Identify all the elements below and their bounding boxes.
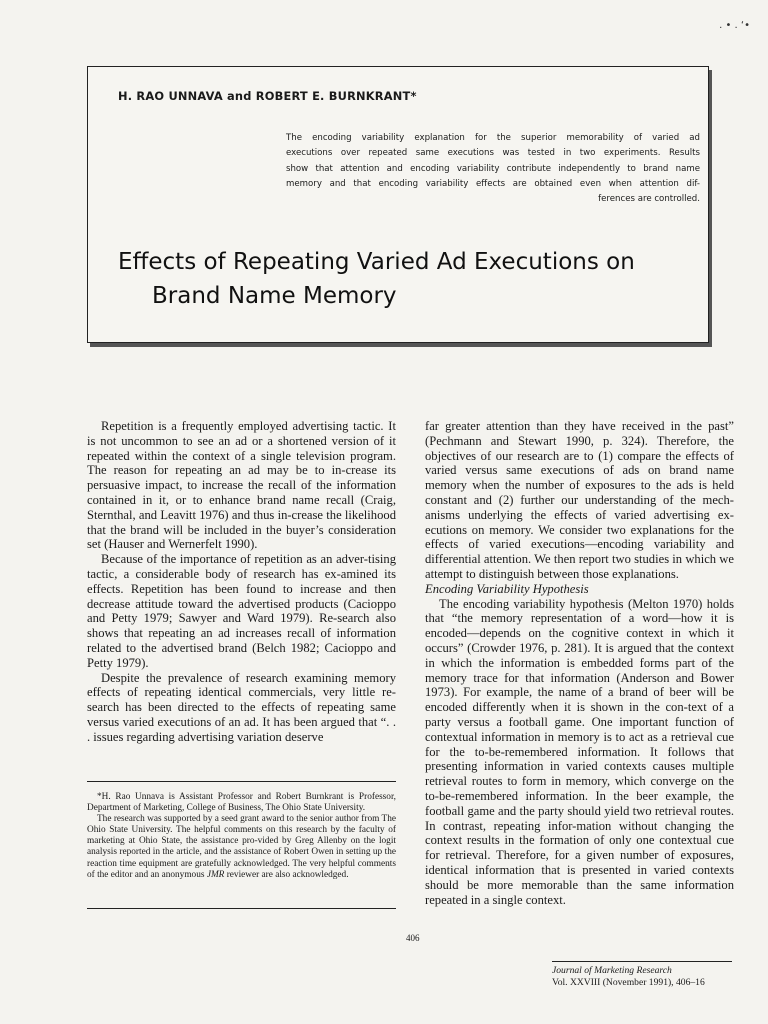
abstract-line: The encoding variability explanation for the superior memorability of varied ad <box>286 133 700 143</box>
left-column <box>87 419 396 745</box>
section-heading: Encoding Variability Hypothesis <box>425 581 589 596</box>
abstract-line: memory and that encoding variability effects are obtained even when attention dif- <box>286 178 700 189</box>
page-number: 406 <box>406 933 420 943</box>
author-line: H. RAO UNNAVA and ROBERT E. BURNKRANT* <box>118 89 417 103</box>
paragraph: Because of the importance of repetition as an adver-tising tactic, a considerable body of research has ex-amined its effects. Repetition has been found to increase and then decrease attitude toward the advertised products (Cacioppo and Petty 1979; Sawyer and Ward 1979). Re-search also shows that repeating an ad increases recall of information related to the advertised brand (Belch 1982; Cacioppo and Petty 1979). <box>87 552 396 670</box>
footnote-text: The research was supported by a seed grant award to the senior author from The Ohio State University. The helpful comments on this research by the faculty of marketing at Ohio State, the assistance pro-vided by Greg Allenby on the logit analysis reported in the article, and the assistance of Robert Owen in setting up the reaction time equipment are gratefully acknowledged. The very helpful comments of the editor and an anonymous <box>87 814 396 880</box>
paragraph: Repetition is a frequently employed advertising tactic. It is not uncommon to see an ad or a shortened version of it repeated within the context of a single television program. The reason for repeating an ad may be to in-crease its persuasive impact, to increase the recall of the information contained in it, or to enhance brand name recall (Craig, Sternthal, and Leavitt 1976) and thus in-crease the likelihood that the brand will be included in the buyer’s consideration set (Hauser and Wernerfelt 1990). <box>87 419 396 552</box>
footnote <box>87 792 396 881</box>
journal-volume: Vol. XXVIII (November 1991), 406–16 <box>552 976 705 988</box>
abstract <box>286 131 700 207</box>
footnote-bottom-rule <box>87 908 396 909</box>
footnote-text: reviewer are also acknowledged. <box>224 869 349 880</box>
article-title <box>118 245 708 313</box>
footnote-journal-abbrev: JMR <box>206 869 225 880</box>
right-column <box>425 419 734 907</box>
abstract-line: show that attention and encoding variability contribute independently to brand name <box>286 163 700 174</box>
paragraph: Despite the prevalence of research examining memory effects of repeating identical commercials, very little re-search has been directed to the effects of repeating same versus varied executions of an ad. It has been argued that “. . . issues regarding advertising variation deserve <box>87 670 396 744</box>
footnote-acknowledgments <box>87 814 396 881</box>
title-box <box>87 66 709 343</box>
abstract-line: executions over repeated same executions was tested in two experiments. Results <box>286 148 700 159</box>
paragraph: The encoding variability hypothesis (Melton 1970) holds that “the memory representation of a word—how it is encoded—depends on the cognitive context in which it occurs” (Crowder 1976, p. 281). It is argued that the context in which the information is embedded forms part of the memory trace for that information (Anderson and Bower 1973). For example, the name of a brand of beer will be encoded differently when it is shown in the con-text of a party versus a football game. One important function of contextual information in memory is to act as a retrieval cue for the to-be-remembered information. It follows that presenting information in varied contexts causes multiple retrieval routes to form in memory, which converge on the to-be-remembered information. In the beer example, the football game and the party should yield two retrieval routes. In contrast, repeating infor-mation without changing the context results in the formation of only one contextual cue for retrieval. Therefore, for a given number of exposures, identical information that is presented in varied contexts should be more memorable than the same information repeated in a single context. <box>425 596 734 907</box>
footnote-rule <box>87 781 396 782</box>
scan-specks: . • . ‘• <box>719 20 750 31</box>
footnote-authors: *H. Rao Unnava is Assistant Professor and Robert Burnkrant is Professor, Department of Marketing, College of Business, The Ohio State University. <box>87 792 396 814</box>
journal-citation <box>552 965 705 988</box>
paragraph: far greater attention than they have received in the past” (Pechmann and Stewart 1990, p. 324). Therefore, the objectives of our research are to (1) compare the effects of varied versus same executions of ads on brand name memory when the number of exposures to the ads is held constant and (2) further our understanding of the mech-anisms underlying the effects of varied advertising ex-ecutions on memory. We consider two explanations for the effects of varied executions—encoding variability and differential attention. We then report two studies in which we attempt to distinguish between those explanations. <box>425 419 734 581</box>
title-line-1: Effects of Repeating Varied Ad Executions on <box>118 249 635 275</box>
abstract-line: ferences are controlled. <box>598 194 700 205</box>
journal-title: Journal of Marketing Research <box>552 965 672 976</box>
journal-rule <box>552 961 732 962</box>
title-line-2: Brand Name Memory <box>152 283 397 309</box>
